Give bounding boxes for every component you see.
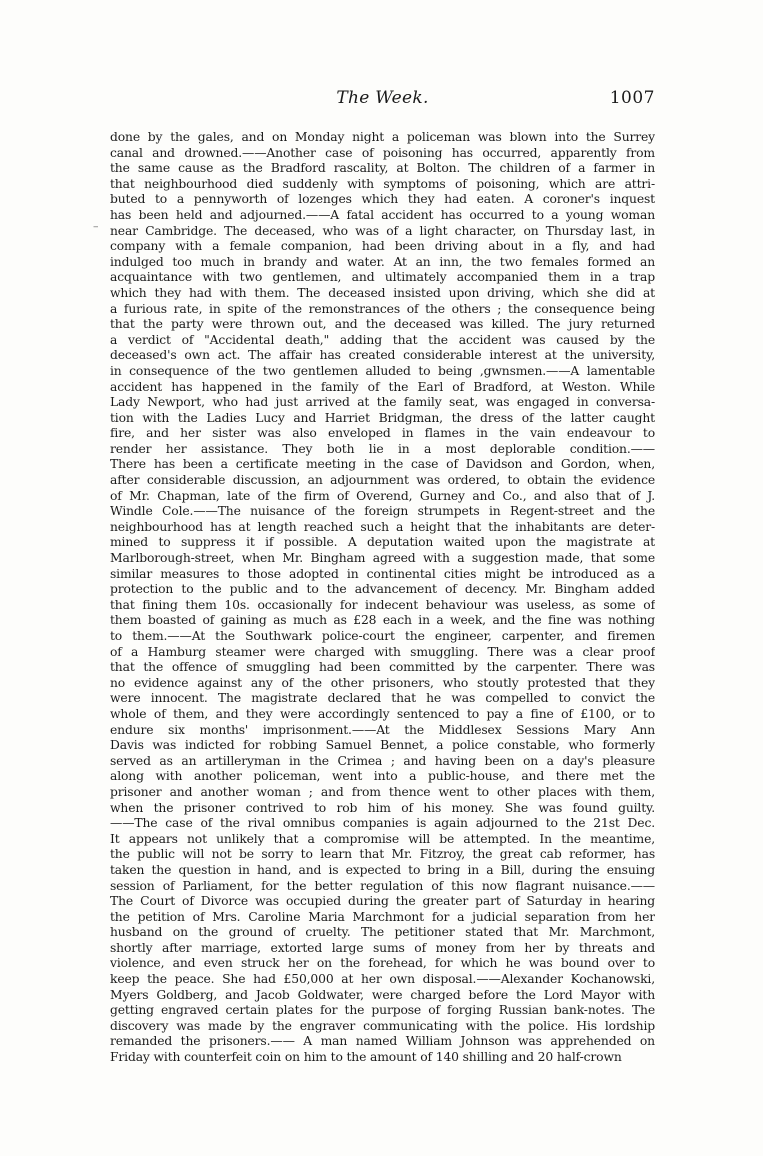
text-line: shortly after marriage, extorted large sums of money from her by threats and [110,940,655,955]
text-line: neighbourhood has at length reached such a height that the inhabitants are deter- [110,519,655,534]
text-line: keep the peace. She had £50,000 at her own disposal.——Alexander Kochanowski, [110,972,655,987]
margin-mark: – [93,220,99,233]
text-line: endure six months' imprisonment.——At the Middlesex Sessions Mary Ann [110,722,655,737]
text-line: when the prisoner contrived to rob him of his money. She was found guilty. [110,800,655,815]
text-line: to them.——At the Southwark police-court the engineer, carpenter, and firemen [110,629,655,643]
text-line: discovery was made by the engraver communicating with the police. His lordship [110,1018,655,1033]
text-line: Lady Newport, who had just arrived at the family seat, was engaged in conversa- [110,395,655,410]
text-line: buted to a pennyworth of lozenges which they had eaten. A coroner's inquest [110,192,655,207]
text-line: of a Hamburg steamer were charged with smuggling. There was a clear proof [110,644,655,659]
text-line: The Court of Divorce was occupied during the greater part of Saturday in hearing [110,894,655,909]
text-line: remanded the prisoners.—— A man named William Johnson was apprehended on [110,1034,655,1049]
running-head [110,88,655,114]
running-title: The Week. [336,88,429,108]
text-line: no evidence against any of the other prisoners, who stoutly protested that they [110,675,655,690]
text-line: Friday with counterfeit coin on him to the amount of 140 shilling and 20 half-crown [110,1050,622,1065]
text-line: a verdict of "Accidental death," adding that the accident was caused by the [110,332,655,347]
text-line: in consequence of the two gentlemen alluded to being ,gwnsmen.——A lamentable [110,363,655,378]
text-line: the petition of Mrs. Caroline Maria Marchmont for a judicial separation from her [110,909,655,924]
text-line: session of Parliament, for the better regulation of this now flagrant nuisance.—— [110,878,655,893]
text-line: were innocent. The magistrate declared that he was compelled to convict the [110,691,655,706]
text-line: has been held and adjourned.——A fatal accident has occurred to a young woman [110,207,655,222]
page-number: 1007 [609,88,655,108]
text-line: acquaintance with two gentlemen, and ultimately accompanied them in a trap [110,270,655,285]
text-line: There has been a certificate meeting in the case of Davidson and Gordon, when, [110,457,655,472]
text-line: a furious rate, in spite of the remonstrances of the others ; the consequence being [110,301,655,316]
text-line: violence, and even struck her on the forehead, for which he was bound over to [110,956,655,971]
text-line: of Mr. Chapman, late of the firm of Overend, Gurney and Co., and also that of J. [110,488,655,503]
text-line: getting engraved certain plates for the purpose of forging Russian bank-notes. The [110,1003,655,1018]
text-line: along with another policeman, went into a public-house, and there met the [110,769,655,784]
text-line: canal and drowned.——Another case of poisoning has occurred, apparently from [110,145,655,160]
text-line: taken the question in hand, and is expected to bring in a Bill, during the ensuing [110,862,655,877]
text-line: Windle Cole.——The nuisance of the foreign strumpets in Regent-street and the [110,504,655,519]
text-line: that neighbourhood died suddenly with symptoms of poisoning, which are attri- [110,176,655,191]
text-line: them boasted of gaining as much as £28 each in a week, and the fine was nothing [110,613,655,628]
text-line: company with a female companion, had been driving about in a fly, and had [110,239,655,254]
text-line: whole of them, and they were accordingly sentenced to pay a fine of £100, or to [110,706,655,721]
text-line: husband on the ground of cruelty. The petitioner stated that Mr. Marchmont, [110,925,655,940]
text-line: that the offence of smuggling had been committed by the carpenter. There was [110,660,655,675]
text-line: the public will not be sorry to learn that Mr. Fitzroy, the great cab reformer, has [110,847,655,862]
text-line: accident has happened in the family of the Earl of Bradford, at Weston. While [110,379,655,394]
text-line: prisoner and another woman ; and from thence went to other places with them, [110,784,655,799]
text-line: similar measures to those adopted in continental cities might be introduced as a [110,566,655,581]
text-line: render her assistance. They both lie in a most deplorable condition.—— [110,441,655,456]
text-line: deceased's own act. The affair has created considerable interest at the university, [110,348,655,363]
text-line: the same cause as the Bradford rascality, at Bolton. The children of a farmer in [110,161,655,176]
text-line: mined to suppress it if possible. A deputation waited upon the magistrate at [110,535,655,550]
text-line: served as an artilleryman in the Crimea ; and having been on a day's pleasure [110,753,655,768]
text-line: protection to the public and to the advancement of decency. Mr. Bingham added [110,582,655,597]
text-line: which they had with them. The deceased insisted upon driving, which she did at [110,285,655,300]
text-line: It appears not unlikely that a compromise will be attempted. In the meantime, [110,831,655,846]
text-line: done by the gales, and on Monday night a policeman was blown into the Surrey [110,130,655,144]
text-line: tion with the Ladies Lucy and Harriet Bridgman, the dress of the latter caught [110,410,655,425]
text-line: indulged too much in brandy and water. At an inn, the two females formed an [110,254,655,269]
text-line: that fining them 10s. occasionally for indecent behaviour was useless, as some of [110,597,655,612]
article-body [110,130,655,1066]
text-line: near Cambridge. The deceased, who was of a light character, on Thursday last, in [110,223,655,238]
text-line: Davis was indicted for robbing Samuel Bennet, a police constable, who formerly [110,738,655,753]
text-line: Myers Goldberg, and Jacob Goldwater, were charged before the Lord Mayor with [110,987,655,1002]
text-line: that the party were thrown out, and the deceased was killed. The jury returned [110,317,655,332]
text-line: ——The case of the rival omnibus companies is again adjourned to the 21st Dec. [110,816,655,831]
text-line: Marlborough-street, when Mr. Bingham agreed with a suggestion made, that some [110,551,655,566]
text-line: fire, and her sister was also enveloped in flames in the vain endeavour to [110,426,655,441]
text-line: after considerable discussion, an adjournment was ordered, to obtain the evidence [110,473,655,488]
